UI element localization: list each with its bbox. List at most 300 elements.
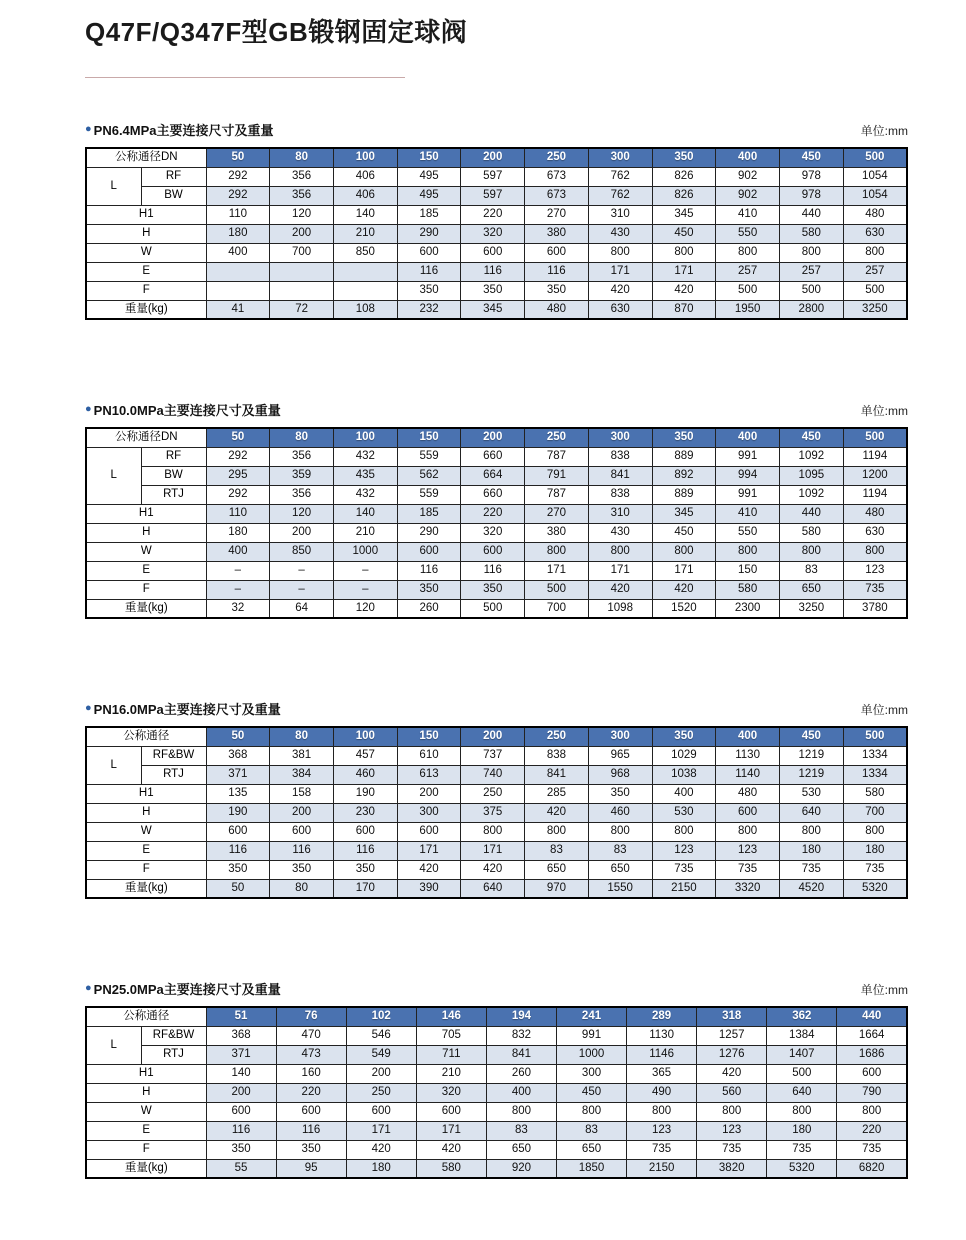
table-cell: 350 xyxy=(397,281,461,300)
table-cell: 800 xyxy=(588,243,652,262)
table-cell: 180 xyxy=(206,523,270,542)
table-cell: 250 xyxy=(346,1083,416,1102)
row-sublabel: RTJ xyxy=(141,765,206,784)
table-cell: 420 xyxy=(588,281,652,300)
table-cell: 41 xyxy=(206,300,270,319)
table-cell: 473 xyxy=(276,1045,346,1064)
table-cell: 285 xyxy=(525,784,589,803)
table-cell: 3250 xyxy=(779,599,843,618)
table-cell: 368 xyxy=(206,746,270,765)
table-cell xyxy=(206,281,270,300)
table-cell: 838 xyxy=(525,746,589,765)
dn-column-header: 250 xyxy=(525,428,589,447)
table-cell: 800 xyxy=(716,822,780,841)
table-cell: 787 xyxy=(525,447,589,466)
table-cell: 116 xyxy=(206,1121,276,1140)
dn-column-header: 300 xyxy=(588,428,652,447)
table-cell: 800 xyxy=(525,822,589,841)
table-cell: 660 xyxy=(461,447,525,466)
table-cell: 800 xyxy=(697,1102,767,1121)
table-cell: 116 xyxy=(397,561,461,580)
dn-column-header: 50 xyxy=(206,727,270,746)
table-cell: 530 xyxy=(779,784,843,803)
row-label: W xyxy=(86,542,206,561)
dn-header-label: 公称通径DN xyxy=(86,428,206,447)
table-cell: 410 xyxy=(716,205,780,224)
table-cell: 889 xyxy=(652,485,716,504)
row-label: E xyxy=(86,561,206,580)
table-row xyxy=(86,281,907,300)
unit-label: 单位:mm xyxy=(860,124,908,138)
table-cell: 420 xyxy=(697,1064,767,1083)
table-cell: 600 xyxy=(461,542,525,561)
table-row xyxy=(86,580,907,599)
table-row xyxy=(86,1026,907,1045)
table-cell: 600 xyxy=(397,822,461,841)
table-row xyxy=(86,803,907,822)
table-cell: 495 xyxy=(397,167,461,186)
table-cell: 2150 xyxy=(627,1159,697,1178)
table-cell: 991 xyxy=(716,447,780,466)
table-cell: 1194 xyxy=(843,447,907,466)
table-cell: 1686 xyxy=(837,1045,907,1064)
bullet-icon: ● xyxy=(85,982,92,994)
dn-column-header: 350 xyxy=(652,428,716,447)
row-sublabel: BW xyxy=(141,186,206,205)
table-cell: 120 xyxy=(270,205,334,224)
table-cell: 991 xyxy=(716,485,780,504)
table-cell: 450 xyxy=(556,1083,626,1102)
table-row xyxy=(86,860,907,879)
table-cell: 430 xyxy=(588,224,652,243)
table-cell: 371 xyxy=(206,1045,276,1064)
table-cell: 870 xyxy=(652,300,716,319)
table-cell: 171 xyxy=(652,561,716,580)
table-cell: 292 xyxy=(206,167,270,186)
table-cell: 2800 xyxy=(779,300,843,319)
table-cell: 580 xyxy=(843,784,907,803)
table-cell: 400 xyxy=(206,542,270,561)
table-cell xyxy=(270,281,334,300)
table-cell: 220 xyxy=(276,1083,346,1102)
table-cell: 480 xyxy=(525,300,589,319)
table-cell: 365 xyxy=(627,1064,697,1083)
table-cell: 171 xyxy=(461,841,525,860)
table-cell: – xyxy=(333,561,397,580)
table-cell: 1130 xyxy=(716,746,780,765)
table-cell: 650 xyxy=(486,1140,556,1159)
table-cell: 135 xyxy=(206,784,270,803)
table-cell: 432 xyxy=(333,447,397,466)
table-cell: 850 xyxy=(333,243,397,262)
table-cell: 257 xyxy=(843,262,907,281)
table-cell: 902 xyxy=(716,167,780,186)
section-pn16-0 xyxy=(85,699,908,899)
table-cell: 550 xyxy=(716,224,780,243)
table-cell: 791 xyxy=(525,466,589,485)
dn-column-header: 100 xyxy=(333,727,397,746)
table-cell: 295 xyxy=(206,466,270,485)
table-cell: 800 xyxy=(588,822,652,841)
table-cell: 171 xyxy=(588,561,652,580)
table-cell: 320 xyxy=(461,523,525,542)
table-cell: 32 xyxy=(206,599,270,618)
table-cell: 6820 xyxy=(837,1159,907,1178)
table-cell: 123 xyxy=(697,1121,767,1140)
table-cell: 180 xyxy=(206,224,270,243)
table-cell: 220 xyxy=(837,1121,907,1140)
table-cell: 600 xyxy=(716,803,780,822)
table-cell: 1038 xyxy=(652,765,716,784)
table-cell: 1200 xyxy=(843,466,907,485)
section-header xyxy=(85,120,908,139)
table-cell: 356 xyxy=(270,485,334,504)
table-cell: 440 xyxy=(779,504,843,523)
dn-column-header: 500 xyxy=(843,148,907,167)
table-cell: 530 xyxy=(652,803,716,822)
section-pn10-0 xyxy=(85,400,908,619)
dn-column-header: 500 xyxy=(843,727,907,746)
row-label: H1 xyxy=(86,1064,206,1083)
table-row xyxy=(86,224,907,243)
table-cell: 1407 xyxy=(767,1045,837,1064)
table-cell: 384 xyxy=(270,765,334,784)
table-cell: 292 xyxy=(206,447,270,466)
table-cell: 350 xyxy=(397,580,461,599)
table-cell: 650 xyxy=(588,860,652,879)
table-cell: 800 xyxy=(525,542,589,561)
row-sublabel: RF&BW xyxy=(141,746,206,765)
table-cell: 375 xyxy=(461,803,525,822)
table-cell: 350 xyxy=(525,281,589,300)
table-cell: 660 xyxy=(461,485,525,504)
table-cell: 320 xyxy=(416,1083,486,1102)
table-row xyxy=(86,822,907,841)
row-group-label: L xyxy=(86,167,141,205)
table-row xyxy=(86,1121,907,1140)
table-cell: 500 xyxy=(716,281,780,300)
table-cell: 400 xyxy=(652,784,716,803)
table-cell: 170 xyxy=(333,879,397,898)
table-cell: 600 xyxy=(397,542,461,561)
table-row xyxy=(86,186,907,205)
table-cell: 978 xyxy=(779,186,843,205)
section-title-text: PN6.4MPa主要连接尺寸及重量 xyxy=(93,123,274,138)
table-cell: 787 xyxy=(525,485,589,504)
table-cell: 350 xyxy=(270,860,334,879)
table-cell xyxy=(333,262,397,281)
table-cell: 210 xyxy=(333,224,397,243)
table-cell: 435 xyxy=(333,466,397,485)
table-cell: 800 xyxy=(779,822,843,841)
table-cell: – xyxy=(206,561,270,580)
table-cell: 116 xyxy=(276,1121,346,1140)
dn-header-label: 公称通径 xyxy=(86,727,206,746)
table-cell: 705 xyxy=(416,1026,486,1045)
table-cell: 1194 xyxy=(843,485,907,504)
dn-column-header: 350 xyxy=(652,727,716,746)
table-cell: 55 xyxy=(206,1159,276,1178)
table-row xyxy=(86,1064,907,1083)
table-cell: 123 xyxy=(652,841,716,860)
table-cell: 737 xyxy=(461,746,525,765)
unit-label: 单位:mm xyxy=(860,404,908,418)
table-cell: 800 xyxy=(652,822,716,841)
bullet-icon: ● xyxy=(85,123,92,135)
table-cell xyxy=(206,262,270,281)
dn-header-label: 公称通径DN xyxy=(86,148,206,167)
table-cell: 83 xyxy=(556,1121,626,1140)
dn-column-header: 450 xyxy=(779,148,843,167)
row-label: 重量(kg) xyxy=(86,300,206,319)
dn-column-header: 400 xyxy=(716,428,780,447)
unit-label: 单位:mm xyxy=(860,983,908,997)
section-title-text: PN25.0MPa主要连接尺寸及重量 xyxy=(93,982,281,997)
dn-column-header: 194 xyxy=(486,1007,556,1026)
table-cell: 5320 xyxy=(767,1159,837,1178)
table-cell: 450 xyxy=(652,224,716,243)
table-cell: 260 xyxy=(397,599,461,618)
dn-column-header: 80 xyxy=(270,428,334,447)
row-sublabel: BW xyxy=(141,466,206,485)
table-cell: 892 xyxy=(652,466,716,485)
table-cell: 457 xyxy=(333,746,397,765)
table-cell: 420 xyxy=(652,580,716,599)
table-cell: 735 xyxy=(716,860,780,879)
table-cell: 800 xyxy=(843,822,907,841)
row-label: E xyxy=(86,841,206,860)
bullet-icon: ● xyxy=(85,403,92,415)
table-cell: 735 xyxy=(627,1140,697,1159)
table-cell: 345 xyxy=(652,205,716,224)
table-cell: 600 xyxy=(276,1102,346,1121)
row-label: H1 xyxy=(86,504,206,523)
table-cell: – xyxy=(270,580,334,599)
table-cell: 613 xyxy=(397,765,461,784)
table-cell: 650 xyxy=(779,580,843,599)
table-cell: 406 xyxy=(333,167,397,186)
table-cell: 140 xyxy=(333,504,397,523)
table-cell: 480 xyxy=(716,784,780,803)
table-cell: 832 xyxy=(486,1026,556,1045)
table-cell: 432 xyxy=(333,485,397,504)
section-header xyxy=(85,400,908,419)
dn-column-header: 150 xyxy=(397,727,461,746)
dn-column-header: 450 xyxy=(779,727,843,746)
table-header-row xyxy=(86,727,907,746)
table-cell: 735 xyxy=(843,580,907,599)
table-cell: 600 xyxy=(270,822,334,841)
table-row xyxy=(86,765,907,784)
table-cell: 180 xyxy=(346,1159,416,1178)
row-sublabel: RTJ xyxy=(141,485,206,504)
table-cell: 320 xyxy=(461,224,525,243)
dn-column-header: 440 xyxy=(837,1007,907,1026)
dimensions-table-pn10-0 xyxy=(85,427,908,619)
table-cell: 420 xyxy=(346,1140,416,1159)
table-cell: 800 xyxy=(716,542,780,561)
table-cell: 902 xyxy=(716,186,780,205)
table-cell: 310 xyxy=(588,504,652,523)
table-row xyxy=(86,1159,907,1178)
row-label: H1 xyxy=(86,784,206,803)
table-cell: 470 xyxy=(276,1026,346,1045)
table-cell: 1664 xyxy=(837,1026,907,1045)
section-header xyxy=(85,979,908,998)
table-cell: 171 xyxy=(588,262,652,281)
table-cell: 1095 xyxy=(779,466,843,485)
table-cell: 440 xyxy=(779,205,843,224)
table-cell: 1520 xyxy=(652,599,716,618)
table-cell: 968 xyxy=(588,765,652,784)
table-row xyxy=(86,167,907,186)
table-row xyxy=(86,599,907,618)
table-row xyxy=(86,841,907,860)
table-cell: 800 xyxy=(556,1102,626,1121)
table-cell: 800 xyxy=(588,542,652,561)
table-cell: 210 xyxy=(416,1064,486,1083)
table-cell: 310 xyxy=(588,205,652,224)
table-cell: 800 xyxy=(843,243,907,262)
table-row xyxy=(86,746,907,765)
table-cell: 420 xyxy=(652,281,716,300)
table-cell: 4520 xyxy=(779,879,843,898)
table-row xyxy=(86,485,907,504)
row-label: H xyxy=(86,523,206,542)
table-cell xyxy=(333,281,397,300)
table-cell: 460 xyxy=(588,803,652,822)
row-sublabel: RF xyxy=(141,447,206,466)
table-row xyxy=(86,504,907,523)
table-cell: 123 xyxy=(627,1121,697,1140)
dn-column-header: 300 xyxy=(588,148,652,167)
table-cell: 250 xyxy=(461,784,525,803)
table-cell: 400 xyxy=(206,243,270,262)
row-label: F xyxy=(86,1140,206,1159)
table-cell: 800 xyxy=(486,1102,556,1121)
table-cell: 735 xyxy=(767,1140,837,1159)
dn-column-header: 80 xyxy=(270,148,334,167)
section-pn6-4 xyxy=(85,120,908,320)
table-cell: 450 xyxy=(652,523,716,542)
table-cell: 171 xyxy=(397,841,461,860)
table-cell: 292 xyxy=(206,186,270,205)
table-cell: 735 xyxy=(652,860,716,879)
table-cell: 1276 xyxy=(697,1045,767,1064)
table-cell: – xyxy=(270,561,334,580)
table-cell: 673 xyxy=(525,186,589,205)
table-cell: 5320 xyxy=(843,879,907,898)
table-cell: 64 xyxy=(270,599,334,618)
table-cell: 171 xyxy=(652,262,716,281)
table-cell: 600 xyxy=(461,243,525,262)
table-row xyxy=(86,262,907,281)
table-cell: 150 xyxy=(716,561,780,580)
table-cell: 965 xyxy=(588,746,652,765)
dn-column-header: 250 xyxy=(525,727,589,746)
table-cell: 430 xyxy=(588,523,652,542)
table-cell: 490 xyxy=(627,1083,697,1102)
table-cell: 1092 xyxy=(779,447,843,466)
unit-label: 单位:mm xyxy=(860,703,908,717)
table-cell: 83 xyxy=(779,561,843,580)
table-cell xyxy=(270,262,334,281)
table-cell: 110 xyxy=(206,205,270,224)
dn-column-header: 51 xyxy=(206,1007,276,1026)
table-cell: 420 xyxy=(588,580,652,599)
table-row xyxy=(86,542,907,561)
table-row xyxy=(86,1102,907,1121)
table-cell: 120 xyxy=(333,599,397,618)
table-cell: 50 xyxy=(206,879,270,898)
row-label: H xyxy=(86,1083,206,1102)
table-row xyxy=(86,879,907,898)
table-cell: 1029 xyxy=(652,746,716,765)
table-cell: 600 xyxy=(346,1102,416,1121)
table-row xyxy=(86,784,907,803)
table-cell: 800 xyxy=(837,1102,907,1121)
table-row xyxy=(86,1140,907,1159)
dn-column-header: 146 xyxy=(416,1007,486,1026)
table-cell: 420 xyxy=(397,860,461,879)
table-cell: 257 xyxy=(779,262,843,281)
table-cell: 1257 xyxy=(697,1026,767,1045)
table-cell: 600 xyxy=(397,243,461,262)
table-cell: 664 xyxy=(461,466,525,485)
table-cell: 381 xyxy=(270,746,334,765)
table-cell: 140 xyxy=(333,205,397,224)
table-cell: 200 xyxy=(270,803,334,822)
table-cell: 180 xyxy=(767,1121,837,1140)
table-row xyxy=(86,1083,907,1102)
table-cell: 200 xyxy=(270,224,334,243)
table-row xyxy=(86,561,907,580)
bullet-icon: ● xyxy=(85,702,92,714)
table-cell: 350 xyxy=(206,1140,276,1159)
table-cell: 420 xyxy=(461,860,525,879)
section-title-text: PN16.0MPa主要连接尺寸及重量 xyxy=(93,702,281,717)
table-cell: 841 xyxy=(588,466,652,485)
row-label: H xyxy=(86,803,206,822)
row-label: 重量(kg) xyxy=(86,1159,206,1178)
table-cell: 350 xyxy=(461,281,525,300)
table-cell: 406 xyxy=(333,186,397,205)
table-cell: 420 xyxy=(416,1140,486,1159)
dn-column-header: 200 xyxy=(461,428,525,447)
row-label: F xyxy=(86,860,206,879)
table-cell: 735 xyxy=(843,860,907,879)
table-cell: 270 xyxy=(525,504,589,523)
row-label: F xyxy=(86,580,206,599)
table-cell: 1219 xyxy=(779,746,843,765)
section-pn25-0 xyxy=(85,979,908,1179)
dn-column-header: 250 xyxy=(525,148,589,167)
table-cell: 200 xyxy=(346,1064,416,1083)
table-cell: 735 xyxy=(837,1140,907,1159)
table-cell: 359 xyxy=(270,466,334,485)
row-sublabel: RF&BW xyxy=(141,1026,206,1045)
table-cell: 185 xyxy=(397,205,461,224)
table-cell: 850 xyxy=(270,542,334,561)
row-group-label: L xyxy=(86,746,141,784)
table-cell: 2300 xyxy=(716,599,780,618)
dn-column-header: 102 xyxy=(346,1007,416,1026)
dn-column-header: 450 xyxy=(779,428,843,447)
table-cell: 550 xyxy=(716,523,780,542)
row-label: 重量(kg) xyxy=(86,599,206,618)
table-cell: 390 xyxy=(397,879,461,898)
table-cell: 190 xyxy=(333,784,397,803)
